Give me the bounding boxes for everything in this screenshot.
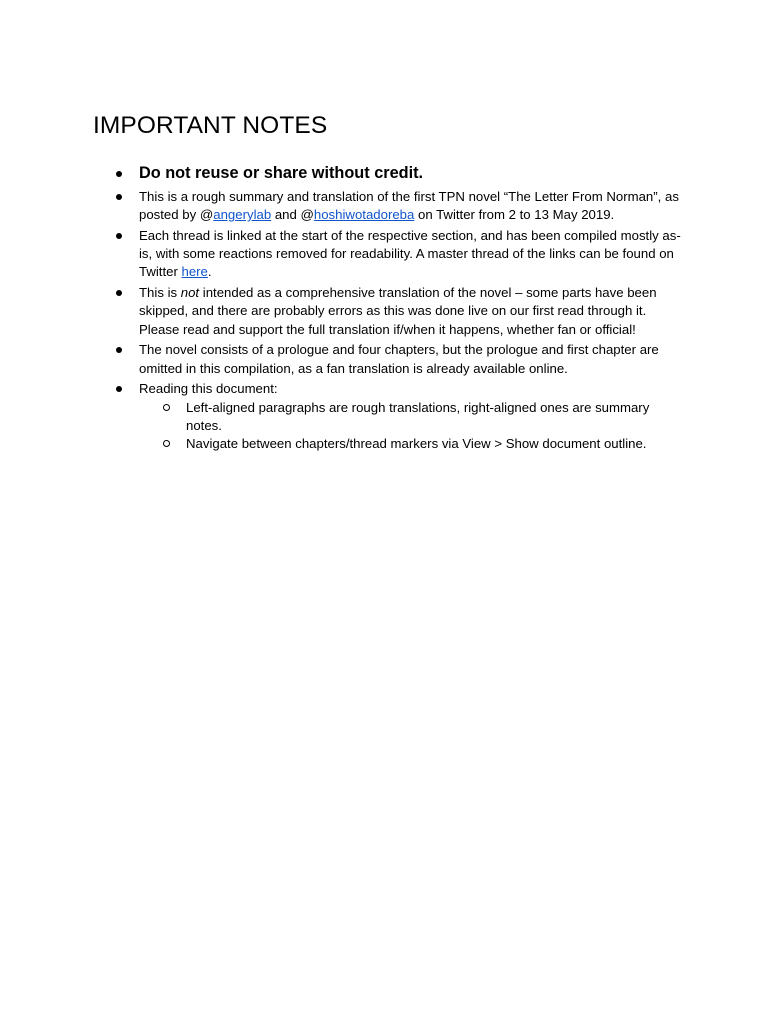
list-item — [139, 284, 684, 339]
credit-warning-text: Do not reuse or share without credit. — [139, 164, 424, 182]
reading-guide-sublist — [186, 399, 684, 454]
list-item — [139, 341, 684, 377]
sublist-item: Left-aligned paragraphs are rough translations, right-aligned ones are summary notes. — [186, 399, 684, 435]
emphasis-text: not — [180, 285, 200, 301]
list-item — [139, 227, 684, 282]
page-title: IMPORTANT NOTES — [93, 112, 328, 139]
hoshiwotadoreba-link[interactable]: hoshiwotadoreba — [313, 207, 415, 223]
list-item-text: The novel consists of a prologue and four chapters, but the prologue and first chapter are omitted in this compilation, as a fan translation is already available online. — [139, 342, 659, 376]
list-item-text: . — [207, 264, 212, 280]
list-item-text: This is — [139, 285, 181, 301]
list-item-text: on Twitter from 2 to 13 May 2019. — [414, 207, 615, 223]
list-item — [139, 188, 684, 224]
list-item — [139, 380, 684, 453]
list-item-text: Reading this document: — [139, 381, 278, 397]
list-item-text: This is a rough summary and translation of the first TPN novel “The Letter From Norman”, as posted by @ — [139, 189, 679, 223]
angerylab-link[interactable]: angerylab — [213, 207, 272, 223]
notes-list — [139, 163, 684, 456]
sublist-item: Navigate between chapters/thread markers via View > Show document outline. — [186, 435, 684, 453]
list-item-text: Each thread is linked at the start of the respective section, and has been compiled mostly as-is, with some reactions removed for readability. A master thread of the links can be found on Twitter — [139, 228, 681, 280]
list-item-text: intended as a comprehensive translation of the novel – some parts have been skipped, and there are probably errors as this was done live on our first read through it. Please read and support the full translation if/when it happens, whether fan or official! — [139, 285, 657, 337]
list-item — [139, 163, 684, 184]
list-item-text: and @ — [271, 207, 314, 223]
master-thread-link[interactable]: here — [181, 264, 208, 280]
